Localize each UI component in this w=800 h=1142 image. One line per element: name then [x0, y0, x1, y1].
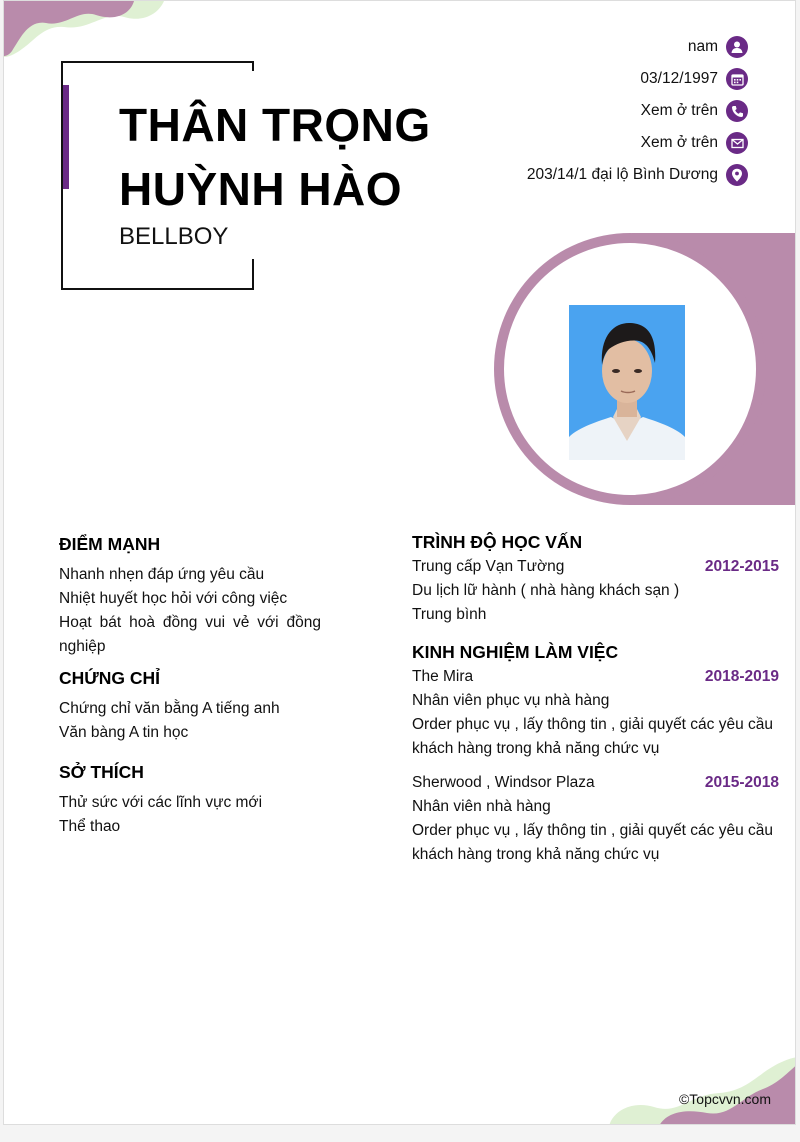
- name-frame-top: [61, 61, 254, 63]
- left-column: [59, 531, 321, 839]
- certificates-title: CHỨNG CHỈ: [59, 668, 161, 688]
- contact-phone: [428, 95, 748, 127]
- right-column: [412, 529, 779, 867]
- topcv-watermark: ©Topcvvn.com: [678, 1091, 771, 1107]
- experience-company: Sherwood , Windsor Plaza: [412, 774, 595, 791]
- hobby-item: Thể thao: [59, 818, 121, 835]
- experience-role: Nhân viên phục vụ nhà hàng: [412, 692, 610, 709]
- bottom-right-blob-decoration: [609, 1051, 796, 1125]
- hobbies-section: [59, 759, 321, 839]
- strengths-title: ĐIỂM MẠNH: [59, 534, 161, 554]
- email-icon: [726, 132, 748, 154]
- education-major: Du lịch lữ hành ( nhà hàng khách sạn ): [412, 582, 680, 599]
- strength-item: Hoạt bát hoà đồng vui vẻ với đồng nghiệp: [59, 614, 321, 655]
- experience-role: Nhân viên nhà hàng: [412, 798, 551, 815]
- experience-years: 2015-2018: [704, 774, 779, 791]
- experience-company: The Mira: [412, 668, 474, 685]
- experience-years: 2018-2019: [704, 668, 779, 685]
- education-school: Trung cấp Vạn Tường: [412, 558, 565, 575]
- education-grade: Trung bình: [412, 606, 487, 623]
- contact-info: [428, 31, 748, 191]
- education-years: 2012-2015: [704, 558, 779, 575]
- cv-page: [3, 0, 796, 1125]
- strengths-section: [59, 531, 321, 659]
- experience-entry-header: [412, 771, 779, 795]
- contact-gender: [428, 31, 748, 63]
- name-frame-corner-top: [252, 61, 254, 71]
- experience-entry: [412, 665, 779, 761]
- contact-address-value: 203/14/1 đại lộ Bình Dương: [526, 166, 718, 183]
- contact-email-value: Xem ở trên: [640, 134, 718, 151]
- contact-birthday-value: 03/12/1997: [640, 70, 718, 87]
- hobbies-title: SỞ THÍCH: [59, 762, 144, 782]
- experience-title: KINH NGHIỆM LÀM VIỆC: [412, 642, 619, 662]
- certificates-section: [59, 665, 321, 745]
- experience-entry-header: [412, 665, 779, 689]
- profile-photo: [569, 305, 685, 460]
- contact-address: [428, 159, 748, 191]
- experience-description: Order phục vụ , lấy thông tin , giải quyết các yêu cầu khách hàng trong khả năng chức vụ: [412, 716, 774, 757]
- experience-section: [412, 639, 779, 867]
- education-section: [412, 529, 779, 627]
- phone-icon: [726, 100, 748, 122]
- top-left-blob-decoration: [4, 1, 174, 61]
- hobby-item: Thử sức với các lĩnh vực mới: [59, 794, 263, 811]
- certificate-item: Văn bàng A tin học: [59, 724, 189, 741]
- candidate-name: THÂN TRỌNG HUỲNH HÀO: [119, 99, 431, 215]
- experience-description: Order phục vụ , lấy thông tin , giải quyết các yêu cầu khách hàng trong khả năng chức vụ: [412, 822, 774, 863]
- strength-item: Nhiệt huyết học hỏi với công việc: [59, 590, 288, 607]
- location-icon: [726, 164, 748, 186]
- experience-entry: [412, 771, 779, 867]
- name-frame-corner-bottom: [252, 259, 254, 290]
- candidate-position: BELLBOY: [119, 223, 229, 250]
- education-title: TRÌNH ĐỘ HỌC VẤN: [412, 532, 583, 552]
- name-accent-bar: [63, 85, 69, 189]
- user-icon: [726, 36, 748, 58]
- contact-gender-value: nam: [687, 38, 718, 55]
- name-frame-bottom: [61, 288, 254, 290]
- calendar-icon: [726, 68, 748, 90]
- certificate-item: Chứng chỉ văn bằng A tiếng anh: [59, 700, 280, 717]
- contact-email: [428, 127, 748, 159]
- education-entry-header: [412, 555, 779, 579]
- contact-birthday: [428, 63, 748, 95]
- strength-item: Nhanh nhẹn đáp ứng yêu cầu: [59, 566, 265, 583]
- contact-phone-value: Xem ở trên: [640, 102, 718, 119]
